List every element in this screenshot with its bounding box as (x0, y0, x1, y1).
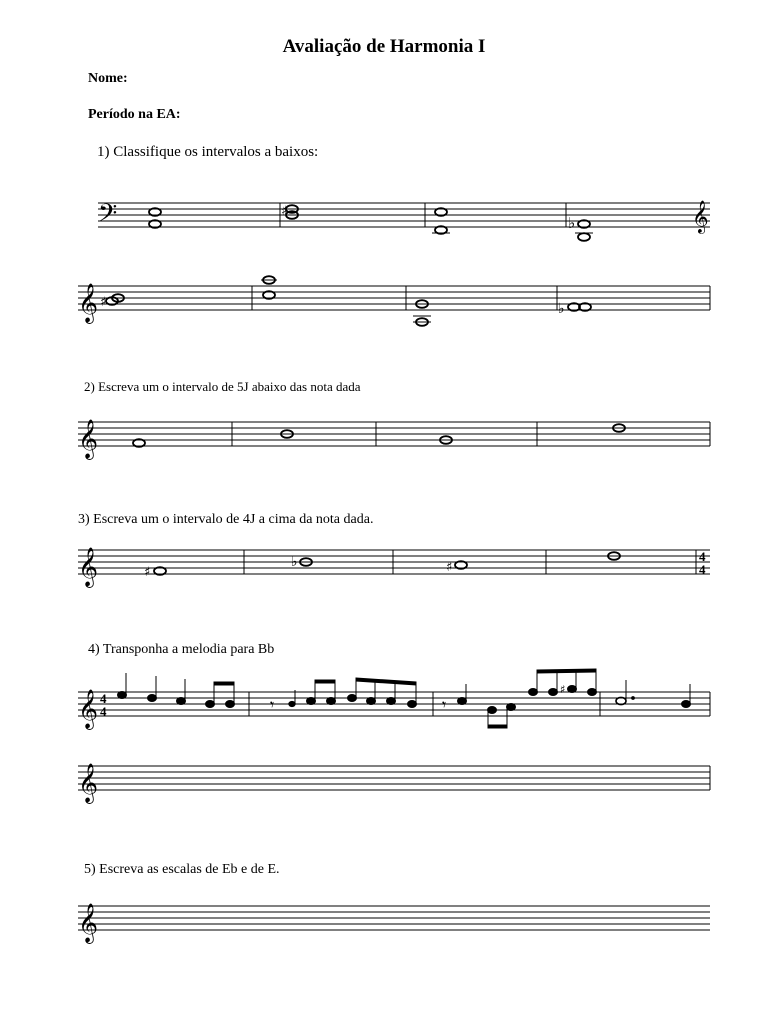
staff-q2 (78, 419, 710, 460)
staff-q1-treble (78, 276, 710, 326)
note-head (578, 233, 590, 241)
sharp-icon: ♯ (281, 204, 288, 219)
time-signature-bottom: 4 (100, 704, 107, 719)
note (118, 673, 235, 708)
treble-clef-icon: 𝄞 (78, 419, 99, 459)
sharp-icon: ♯ (560, 683, 566, 696)
page-title: Avaliação de Harmonia I (282, 36, 486, 57)
question-4-text: 4) Transponha a melodia para Bb (88, 642, 275, 657)
eighth-rest-icon: 𝄾 (442, 695, 447, 714)
sharp-icon: ♯ (100, 295, 107, 310)
treble-clef-icon: 𝄞 (78, 283, 99, 323)
treble-clef-icon: 𝄞 (78, 689, 99, 729)
name-label: Nome: (88, 71, 128, 86)
treble-clef-icon: 𝄞 (78, 763, 99, 803)
treble-clef-icon: 𝄞 (78, 903, 99, 943)
note (616, 680, 691, 708)
staff-q5-answer (78, 903, 710, 944)
staff-q4-melody (78, 669, 710, 730)
sharp-icon: ♯ (144, 565, 151, 580)
note (289, 678, 417, 708)
eighth-rest-icon: 𝄾 (270, 695, 275, 714)
question-2-text: 2) Escreva um o intervalo de 5J abaixo das nota dada (84, 379, 361, 394)
sharp-icon: ♯ (446, 560, 453, 575)
flat-icon: ♭ (568, 214, 576, 232)
bass-clef-icon: 𝄢 (98, 199, 118, 234)
flat-icon: ♭ (558, 301, 565, 317)
question-3-text: 3) Escreva um o intervalo de 4J a cima da nota dada. (78, 512, 374, 527)
flat-icon: ♭ (291, 554, 298, 570)
time-signature-bottom: 4 (699, 562, 706, 577)
period-label: Período na EA: (88, 107, 181, 122)
staff-q1-bass (98, 199, 710, 241)
question-5-text: 5) Escreva as escalas de Eb e de E. (84, 862, 280, 877)
time-signature-top: 4 (699, 549, 706, 564)
treble-clef-icon: 𝄞 (78, 547, 99, 587)
time-signature-top: 4 (100, 691, 107, 706)
staff-q3 (78, 547, 710, 588)
treble-clef-icon: 𝄞 (692, 200, 709, 233)
staff-q4-answer (78, 763, 710, 804)
question-1-text: 1) Classifique os intervalos a baixos: (97, 144, 319, 160)
